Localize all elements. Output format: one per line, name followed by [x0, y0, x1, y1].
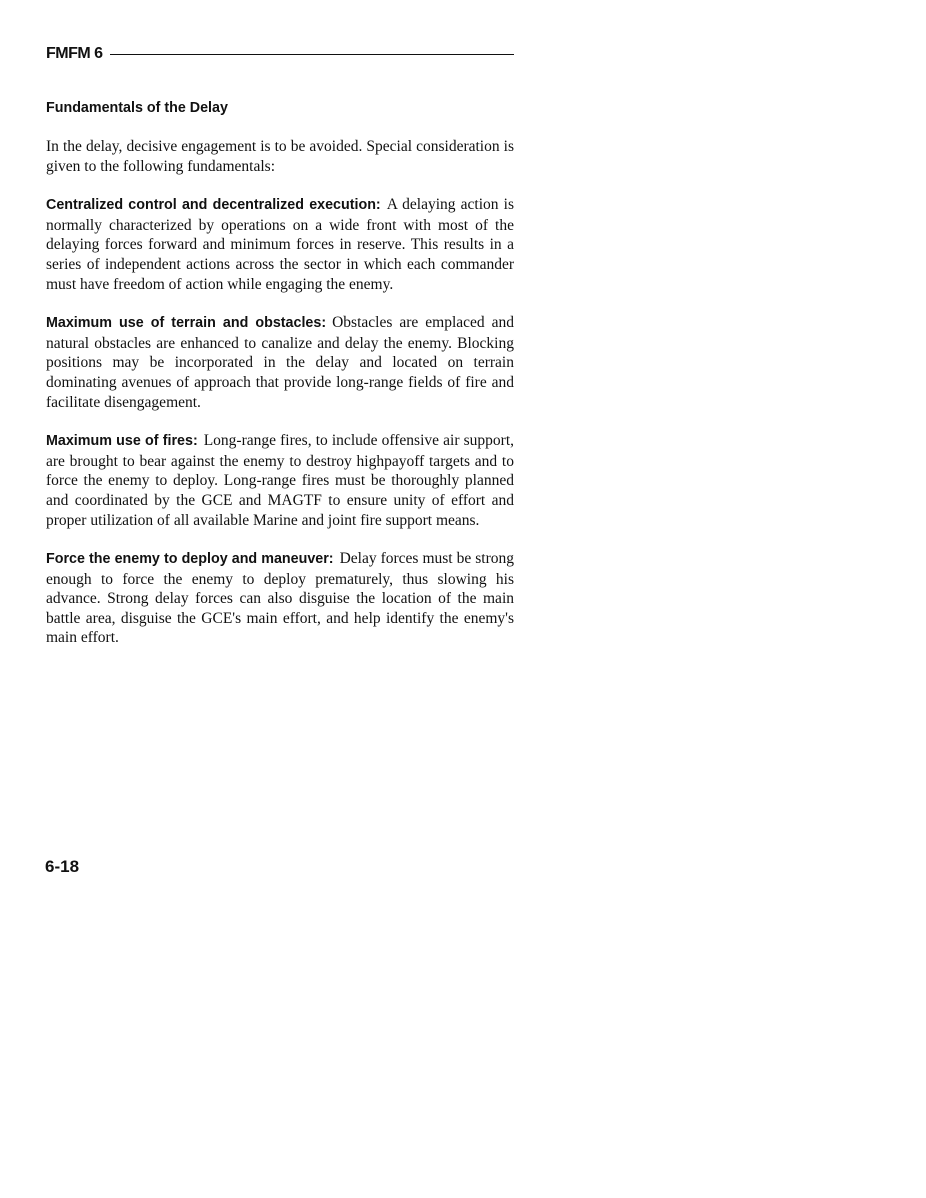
fundamental-lead: Maximum use of fires:	[46, 433, 198, 450]
section-heading: Fundamentals of the Delay	[46, 100, 228, 116]
fundamental-lead: Centralized control and decentralized execution:	[46, 197, 381, 214]
fundamental-text: Delay forces must be strong enough to force the enemy to deploy prematurely, thus slowing his advance. Strong delay forces can also disguise the location of the main battle area, disguise the GCE's main effort, and help identify the enemy's main effort.	[46, 550, 514, 647]
fundamental-text: Obstacles are emplaced and natural obstacles are enhanced to canalize and delay the enemy. Blocking positions may be incorporated in the delay and located on terrain dominating avenues of approach that provide long-range fields of fire and facilitate disengagement.	[46, 314, 514, 411]
page-content	[46, 98, 514, 667]
page-header	[46, 45, 514, 63]
fundamental-text: A delaying action is normally characterized by operations on a wide front with most of the delaying forces forward and minimum forces in reserve. This results in a series of independent actions across the sector in which each commander must have freedom of action while engaging the enemy.	[46, 196, 515, 293]
fundamental-fires	[46, 431, 514, 530]
fundamental-force-deploy	[46, 549, 514, 648]
fundamental-centralized-control	[46, 195, 514, 294]
intro-paragraph: In the delay, decisive engagement is to be avoided. Special consideration is given to the following fundamentals:	[46, 138, 514, 175]
page-number: 6-18	[45, 857, 80, 876]
fundamental-text: Long-range fires, to include offensive air support, are brought to bear against the enemy to destroy highpayoff targets and to force the enemy to deploy. Long-range fires must be thoroughly planned and coordinated by the GCE and MAGTF to ensure unity of effort and proper utilization of all available Marine and joint fire support means.	[46, 432, 514, 529]
manual-title: FMFM 6	[46, 45, 103, 62]
fundamental-terrain-obstacles	[46, 313, 514, 412]
header-rule	[110, 54, 514, 55]
fundamental-lead: Force the enemy to deploy and maneuver:	[46, 551, 334, 568]
fundamental-lead: Maximum use of terrain and obstacles:	[46, 315, 327, 332]
